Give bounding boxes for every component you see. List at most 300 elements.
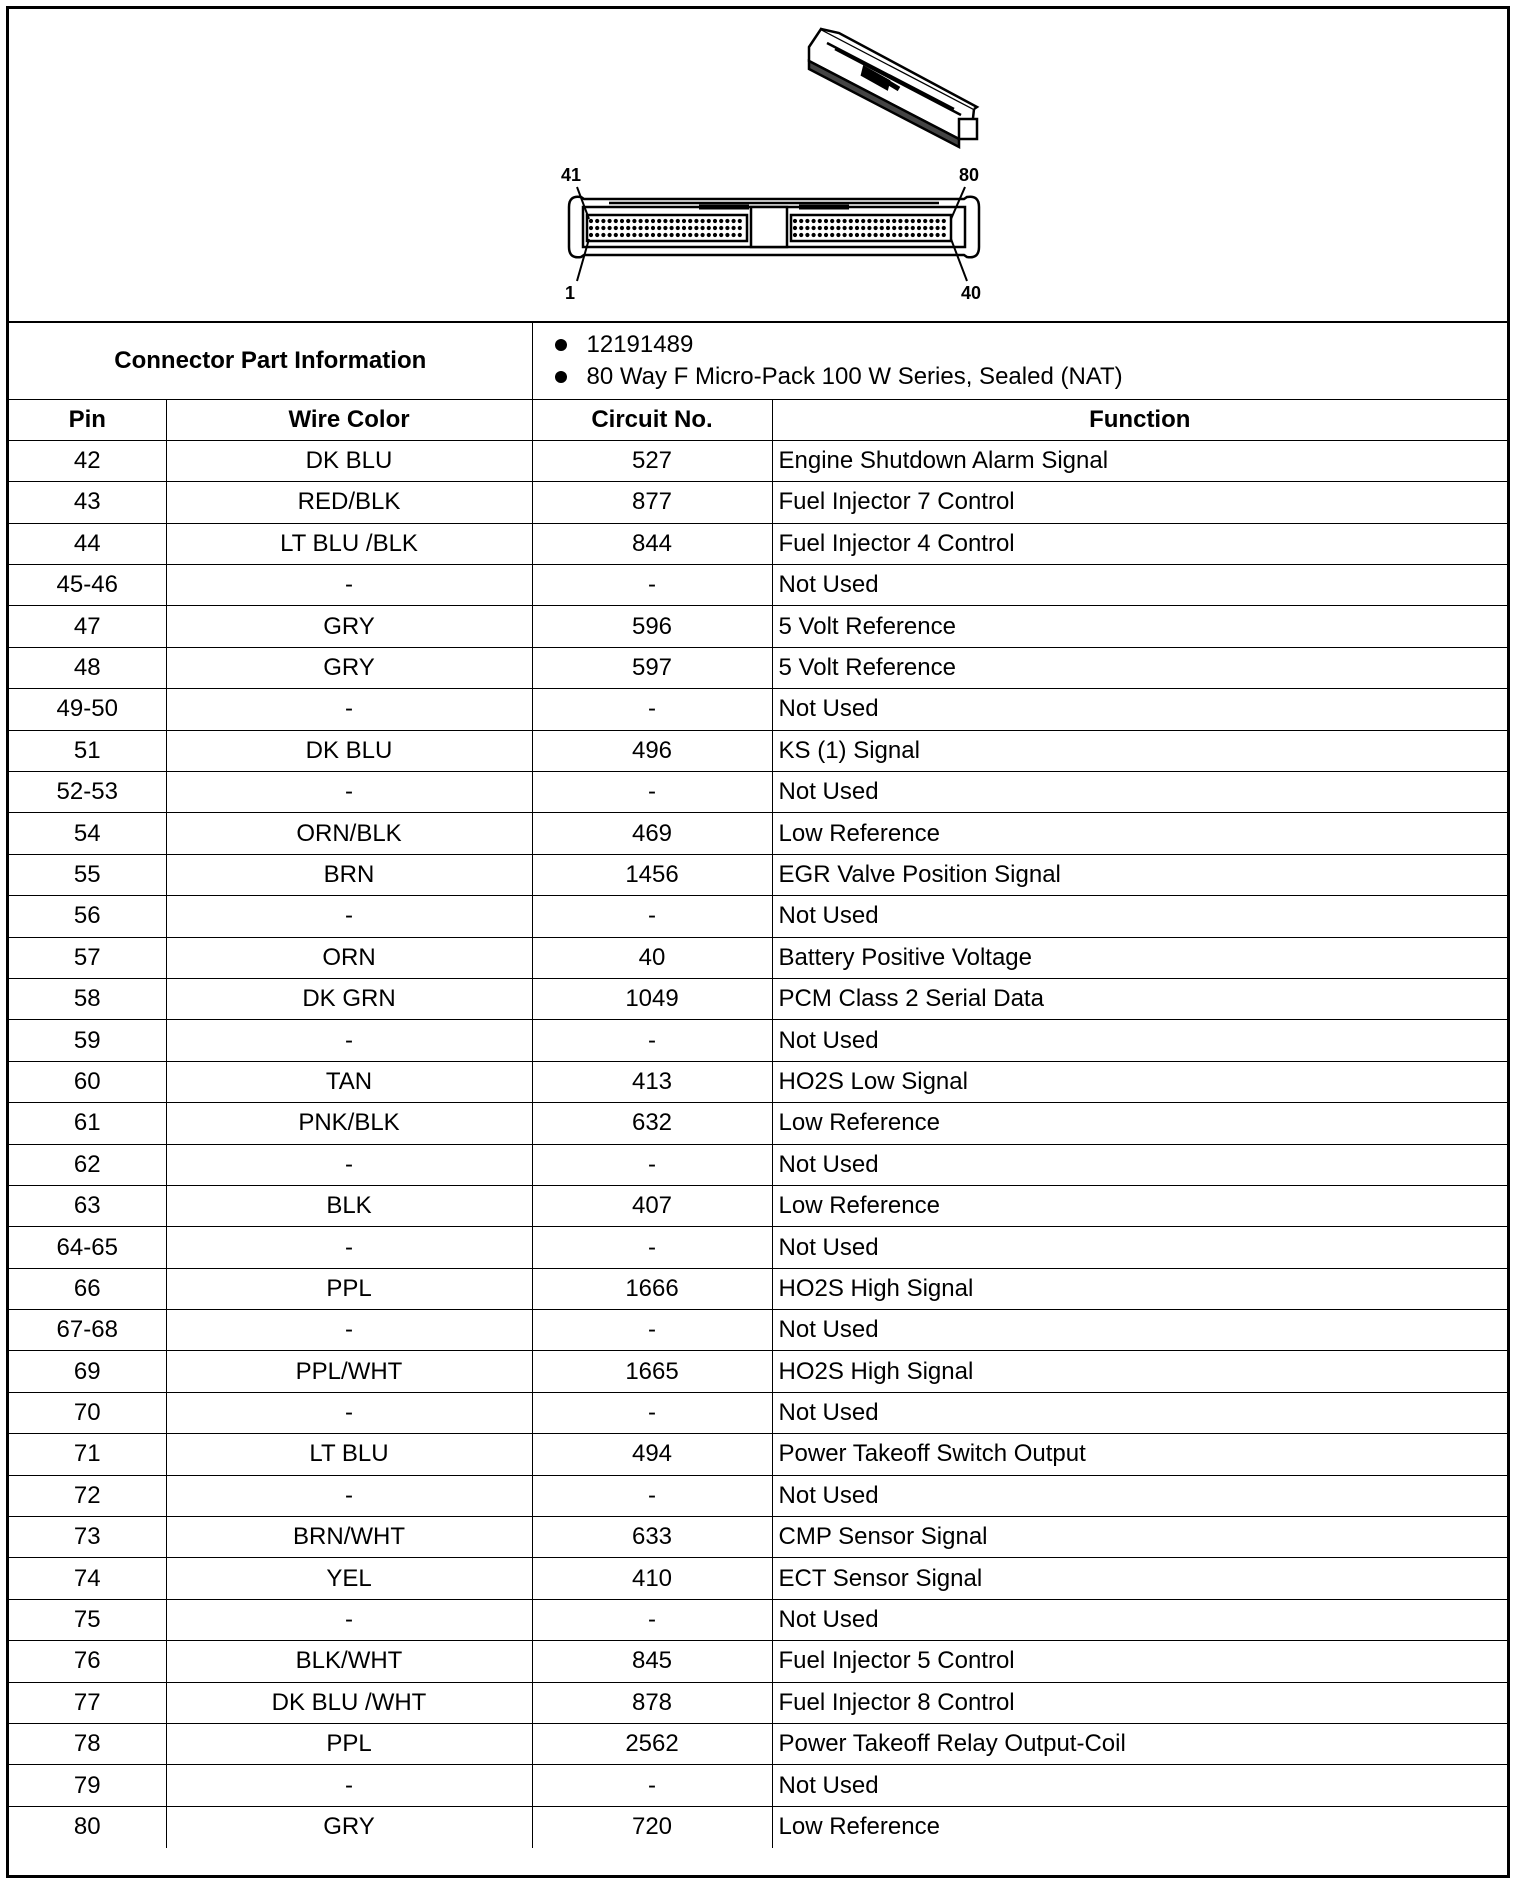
table-row (9, 1682, 1507, 1723)
pin-dot (738, 219, 742, 223)
pin-dot (793, 233, 797, 237)
pin-dot (601, 226, 605, 230)
table-row (9, 1268, 1507, 1309)
function-cell: Not Used (772, 689, 1507, 730)
pin-dot (719, 233, 723, 237)
pin-dot (892, 219, 896, 223)
table-row (9, 440, 1507, 481)
pin-dot (805, 233, 809, 237)
pin-dot (824, 226, 828, 230)
pin-dot (632, 219, 636, 223)
pin-dot (855, 233, 859, 237)
pin-dot (929, 233, 933, 237)
circuit-cell: 494 (532, 1434, 772, 1475)
pinout-table (9, 323, 1507, 1848)
circuit-cell: 720 (532, 1806, 772, 1847)
pin-dot (874, 219, 878, 223)
table-row (9, 978, 1507, 1019)
pin-dot (886, 233, 890, 237)
pin-dot (701, 219, 705, 223)
pin-dot (614, 219, 618, 223)
function-cell: Not Used (772, 1020, 1507, 1061)
wire-color-cell: - (166, 1599, 532, 1640)
table-row (9, 1392, 1507, 1433)
table-row (9, 813, 1507, 854)
pin-dot (849, 233, 853, 237)
header-function: Function (772, 399, 1507, 440)
pin-dot (688, 226, 692, 230)
function-cell: Not Used (772, 565, 1507, 606)
pin-dot (645, 219, 649, 223)
circuit-cell: 40 (532, 937, 772, 978)
pin-dot (688, 219, 692, 223)
circuit-cell: - (532, 1392, 772, 1433)
pin-cell: 57 (9, 937, 166, 978)
pin-dot (880, 233, 884, 237)
wire-color-cell: LT BLU /BLK (166, 523, 532, 564)
pin-dot (620, 226, 624, 230)
header-pin: Pin (9, 399, 166, 440)
pin-dot (849, 226, 853, 230)
table-row (9, 565, 1507, 606)
pin-dot (799, 233, 803, 237)
circuit-cell: - (532, 689, 772, 730)
wire-color-cell: DK BLU (166, 730, 532, 771)
table-row (9, 1061, 1507, 1102)
pin-label-1: 1 (565, 283, 576, 303)
pin-dot (830, 233, 834, 237)
pin-dot (929, 226, 933, 230)
pin-dot (793, 219, 797, 223)
pin-dot (880, 219, 884, 223)
function-cell: 5 Volt Reference (772, 647, 1507, 688)
pin-dot (608, 233, 612, 237)
wire-color-cell: - (166, 689, 532, 730)
pin-dot (855, 219, 859, 223)
pin-dot (707, 226, 711, 230)
header-row (9, 399, 1507, 440)
pin-dot (676, 233, 680, 237)
pin-dot (713, 233, 717, 237)
table-row (9, 1806, 1507, 1847)
pin-dot (651, 233, 655, 237)
function-cell: Not Used (772, 1765, 1507, 1806)
pin-dot (874, 226, 878, 230)
pin-dot (713, 219, 717, 223)
pin-cell: 62 (9, 1144, 166, 1185)
circuit-cell: 1049 (532, 978, 772, 1019)
function-cell: Not Used (772, 1144, 1507, 1185)
wire-color-cell: BLK/WHT (166, 1641, 532, 1682)
table-row (9, 1475, 1507, 1516)
table-row (9, 1599, 1507, 1640)
pin-dot (867, 219, 871, 223)
wire-color-cell: GRY (166, 606, 532, 647)
pin-dot (663, 219, 667, 223)
pin-dot (849, 219, 853, 223)
pin-dot (694, 233, 698, 237)
pin-dot (812, 219, 816, 223)
circuit-cell: - (532, 1020, 772, 1061)
table-row (9, 896, 1507, 937)
function-cell: EGR Valve Position Signal (772, 854, 1507, 895)
pin-cell: 56 (9, 896, 166, 937)
part-info-label: Connector Part Information (9, 323, 532, 399)
pin-cell: 61 (9, 1103, 166, 1144)
circuit-cell: 413 (532, 1061, 772, 1102)
circuit-cell: 844 (532, 523, 772, 564)
pin-dot (843, 219, 847, 223)
pin-dot (911, 219, 915, 223)
wire-color-cell: TAN (166, 1061, 532, 1102)
pin-dot (595, 219, 599, 223)
function-cell: KS (1) Signal (772, 730, 1507, 771)
function-cell: 5 Volt Reference (772, 606, 1507, 647)
table-row (9, 772, 1507, 813)
pin-dot (812, 226, 816, 230)
function-cell: Fuel Injector 7 Control (772, 482, 1507, 523)
pin-dot (917, 233, 921, 237)
pin-dot (645, 233, 649, 237)
pin-dot (905, 219, 909, 223)
pin-dot (688, 233, 692, 237)
wire-color-cell: LT BLU (166, 1434, 532, 1475)
connector-illustration (9, 9, 1507, 321)
pin-dot (824, 219, 828, 223)
wire-color-cell: - (166, 565, 532, 606)
circuit-cell: 633 (532, 1517, 772, 1558)
function-cell: Not Used (772, 772, 1507, 813)
pin-dot (892, 226, 896, 230)
table-row (9, 730, 1507, 771)
function-cell: Not Used (772, 1599, 1507, 1640)
circuit-cell: 2562 (532, 1724, 772, 1765)
pin-dot (725, 233, 729, 237)
circuit-cell: 597 (532, 647, 772, 688)
circuit-cell: - (532, 1310, 772, 1351)
pin-dot (911, 226, 915, 230)
pin-dot (707, 233, 711, 237)
pin-dot (682, 233, 686, 237)
wire-color-cell: DK BLU /WHT (166, 1682, 532, 1723)
pin-dot (923, 226, 927, 230)
connector-sheet (6, 6, 1510, 1878)
pin-cell: 64-65 (9, 1227, 166, 1268)
circuit-cell: 469 (532, 813, 772, 854)
wire-color-cell: - (166, 896, 532, 937)
pin-dot (874, 233, 878, 237)
pin-cell: 43 (9, 482, 166, 523)
wire-color-cell: DK GRN (166, 978, 532, 1019)
circuit-cell: - (532, 1599, 772, 1640)
wire-color-cell: DK BLU (166, 440, 532, 481)
circuit-cell: 407 (532, 1185, 772, 1226)
pin-dot (651, 219, 655, 223)
table-row (9, 1020, 1507, 1061)
table-row (9, 1434, 1507, 1475)
pin-cell: 67-68 (9, 1310, 166, 1351)
function-cell: PCM Class 2 Serial Data (772, 978, 1507, 1019)
function-cell: HO2S High Signal (772, 1268, 1507, 1309)
function-cell: Fuel Injector 8 Control (772, 1682, 1507, 1723)
pin-dot (620, 233, 624, 237)
pin-cell: 48 (9, 647, 166, 688)
pin-cell: 52-53 (9, 772, 166, 813)
pin-dot (917, 219, 921, 223)
pin-dot (632, 226, 636, 230)
wire-color-cell: PPL/WHT (166, 1351, 532, 1392)
pin-dot (670, 226, 674, 230)
wire-color-cell: ORN (166, 937, 532, 978)
pin-dot (732, 233, 736, 237)
pin-dot (732, 219, 736, 223)
pin-dot (830, 219, 834, 223)
pin-dot (701, 226, 705, 230)
pin-dot (589, 233, 593, 237)
circuit-cell: - (532, 1227, 772, 1268)
pin-dot (936, 226, 940, 230)
pin-cell: 70 (9, 1392, 166, 1433)
circuit-cell: - (532, 772, 772, 813)
pin-dot (608, 226, 612, 230)
pin-cell: 45-46 (9, 565, 166, 606)
pin-cell: 72 (9, 1475, 166, 1516)
connector-3d-view (809, 29, 977, 147)
pin-dot (818, 226, 822, 230)
pin-dot (725, 219, 729, 223)
pin-dot (880, 226, 884, 230)
pin-dot (694, 226, 698, 230)
table-row (9, 1310, 1507, 1351)
pin-dot (707, 219, 711, 223)
header-wire-color: Wire Color (166, 399, 532, 440)
pin-dot (805, 226, 809, 230)
wire-color-cell: BRN/WHT (166, 1517, 532, 1558)
circuit-cell: 1665 (532, 1351, 772, 1392)
function-cell: Battery Positive Voltage (772, 937, 1507, 978)
function-cell: Not Used (772, 1392, 1507, 1433)
pin-label-41: 41 (561, 165, 582, 185)
pin-dot (639, 226, 643, 230)
pin-dot (843, 233, 847, 237)
wire-color-cell: - (166, 1227, 532, 1268)
function-cell: Not Used (772, 1227, 1507, 1268)
part-number: 12191489 (555, 329, 1508, 361)
pin-dot (861, 233, 865, 237)
pin-cell: 58 (9, 978, 166, 1019)
pin-cell: 51 (9, 730, 166, 771)
pin-dot (861, 219, 865, 223)
pin-cell: 47 (9, 606, 166, 647)
pin-dot (719, 219, 723, 223)
pin-dot (738, 226, 742, 230)
pin-cell: 69 (9, 1351, 166, 1392)
pin-dot (676, 226, 680, 230)
part-description: 80 Way F Micro-Pack 100 W Series, Sealed (NAT) (555, 361, 1508, 393)
pin-dot (614, 226, 618, 230)
pin-dot (657, 219, 661, 223)
table-row (9, 523, 1507, 564)
pin-dot (942, 219, 946, 223)
pin-label-40: 40 (961, 283, 982, 303)
part-info-row (9, 323, 1507, 399)
table-row (9, 1227, 1507, 1268)
pin-dot (898, 219, 902, 223)
pin-dot (676, 219, 680, 223)
wire-color-cell: RED/BLK (166, 482, 532, 523)
pin-dot (626, 226, 630, 230)
pin-dot (836, 219, 840, 223)
pin-dot (911, 233, 915, 237)
circuit-cell: 596 (532, 606, 772, 647)
pin-cell: 71 (9, 1434, 166, 1475)
pin-dot (942, 226, 946, 230)
table-row (9, 1641, 1507, 1682)
pin-dot (614, 233, 618, 237)
pin-cell: 80 (9, 1806, 166, 1847)
table-row (9, 482, 1507, 523)
wire-color-cell: - (166, 1144, 532, 1185)
pin-dot (830, 226, 834, 230)
function-cell: HO2S Low Signal (772, 1061, 1507, 1102)
function-cell: Fuel Injector 5 Control (772, 1641, 1507, 1682)
pin-dot (632, 233, 636, 237)
part-info-list (532, 323, 1507, 399)
pin-dot (861, 226, 865, 230)
function-cell: Low Reference (772, 1103, 1507, 1144)
pin-cell: 54 (9, 813, 166, 854)
pin-dot (663, 226, 667, 230)
pin-cell: 63 (9, 1185, 166, 1226)
pin-dot (725, 226, 729, 230)
pin-dot (651, 226, 655, 230)
pin-cell: 74 (9, 1558, 166, 1599)
table-row (9, 689, 1507, 730)
pin-dot (818, 219, 822, 223)
pin-dot (824, 233, 828, 237)
circuit-cell: 1456 (532, 854, 772, 895)
pin-dot (799, 219, 803, 223)
circuit-cell: - (532, 565, 772, 606)
wire-color-cell: - (166, 1020, 532, 1061)
table-row (9, 647, 1507, 688)
function-cell: Low Reference (772, 1806, 1507, 1847)
pin-cell: 42 (9, 440, 166, 481)
function-cell: Low Reference (772, 1185, 1507, 1226)
circuit-cell: 632 (532, 1103, 772, 1144)
pin-label-80: 80 (959, 165, 980, 185)
wire-color-cell: GRY (166, 1806, 532, 1847)
pin-dot (923, 233, 927, 237)
pin-dot (620, 219, 624, 223)
wire-color-cell: PPL (166, 1268, 532, 1309)
circuit-cell: 1666 (532, 1268, 772, 1309)
pin-cell: 77 (9, 1682, 166, 1723)
circuit-cell: - (532, 896, 772, 937)
pin-dot (867, 233, 871, 237)
pin-cell: 79 (9, 1765, 166, 1806)
pin-dot (898, 226, 902, 230)
pin-dot (936, 233, 940, 237)
table-row (9, 1517, 1507, 1558)
pin-dot (905, 226, 909, 230)
pin-dot (793, 226, 797, 230)
pin-dot (898, 233, 902, 237)
circuit-cell: 496 (532, 730, 772, 771)
pin-dot (639, 219, 643, 223)
function-cell: Not Used (772, 1475, 1507, 1516)
wire-color-cell: BRN (166, 854, 532, 895)
header-circuit: Circuit No. (532, 399, 772, 440)
table-row (9, 1558, 1507, 1599)
pin-dot (626, 219, 630, 223)
table-row (9, 1724, 1507, 1765)
pin-cell: 55 (9, 854, 166, 895)
circuit-cell: - (532, 1144, 772, 1185)
circuit-cell: 410 (532, 1558, 772, 1599)
pin-dot (805, 219, 809, 223)
pin-dot (719, 226, 723, 230)
pin-cell: 59 (9, 1020, 166, 1061)
function-cell: Power Takeoff Relay Output-Coil (772, 1724, 1507, 1765)
pin-dot (917, 226, 921, 230)
pin-cell: 78 (9, 1724, 166, 1765)
circuit-cell: - (532, 1475, 772, 1516)
circuit-cell: 877 (532, 482, 772, 523)
function-cell: CMP Sensor Signal (772, 1517, 1507, 1558)
pin-dot (812, 233, 816, 237)
pin-dot (923, 219, 927, 223)
wire-color-cell: ORN/BLK (166, 813, 532, 854)
pin-cell: 66 (9, 1268, 166, 1309)
circuit-cell: 845 (532, 1641, 772, 1682)
pin-dot (663, 233, 667, 237)
wire-color-cell: - (166, 772, 532, 813)
table-row (9, 1103, 1507, 1144)
table-row (9, 606, 1507, 647)
function-cell: Low Reference (772, 813, 1507, 854)
circuit-cell: 878 (532, 1682, 772, 1723)
function-cell: ECT Sensor Signal (772, 1558, 1507, 1599)
table-row (9, 1765, 1507, 1806)
pin-dot (713, 226, 717, 230)
pin-dot (836, 226, 840, 230)
pin-dot (589, 219, 593, 223)
pin-dot (595, 233, 599, 237)
wire-color-cell: YEL (166, 1558, 532, 1599)
table-row (9, 1144, 1507, 1185)
table-row (9, 1185, 1507, 1226)
pin-dot (886, 219, 890, 223)
wire-color-cell: PPL (166, 1724, 532, 1765)
function-cell: Engine Shutdown Alarm Signal (772, 440, 1507, 481)
pin-dot (855, 226, 859, 230)
pin-cell: 76 (9, 1641, 166, 1682)
pin-dot (732, 226, 736, 230)
pin-dot (639, 233, 643, 237)
wire-color-cell: - (166, 1310, 532, 1351)
pin-dot (645, 226, 649, 230)
pin-dot (682, 226, 686, 230)
pin-dot (601, 233, 605, 237)
circuit-cell: 527 (532, 440, 772, 481)
function-cell: Power Takeoff Switch Output (772, 1434, 1507, 1475)
wire-color-cell: - (166, 1475, 532, 1516)
pin-cell: 73 (9, 1517, 166, 1558)
table-row (9, 937, 1507, 978)
pin-dot (682, 219, 686, 223)
wire-color-cell: GRY (166, 647, 532, 688)
